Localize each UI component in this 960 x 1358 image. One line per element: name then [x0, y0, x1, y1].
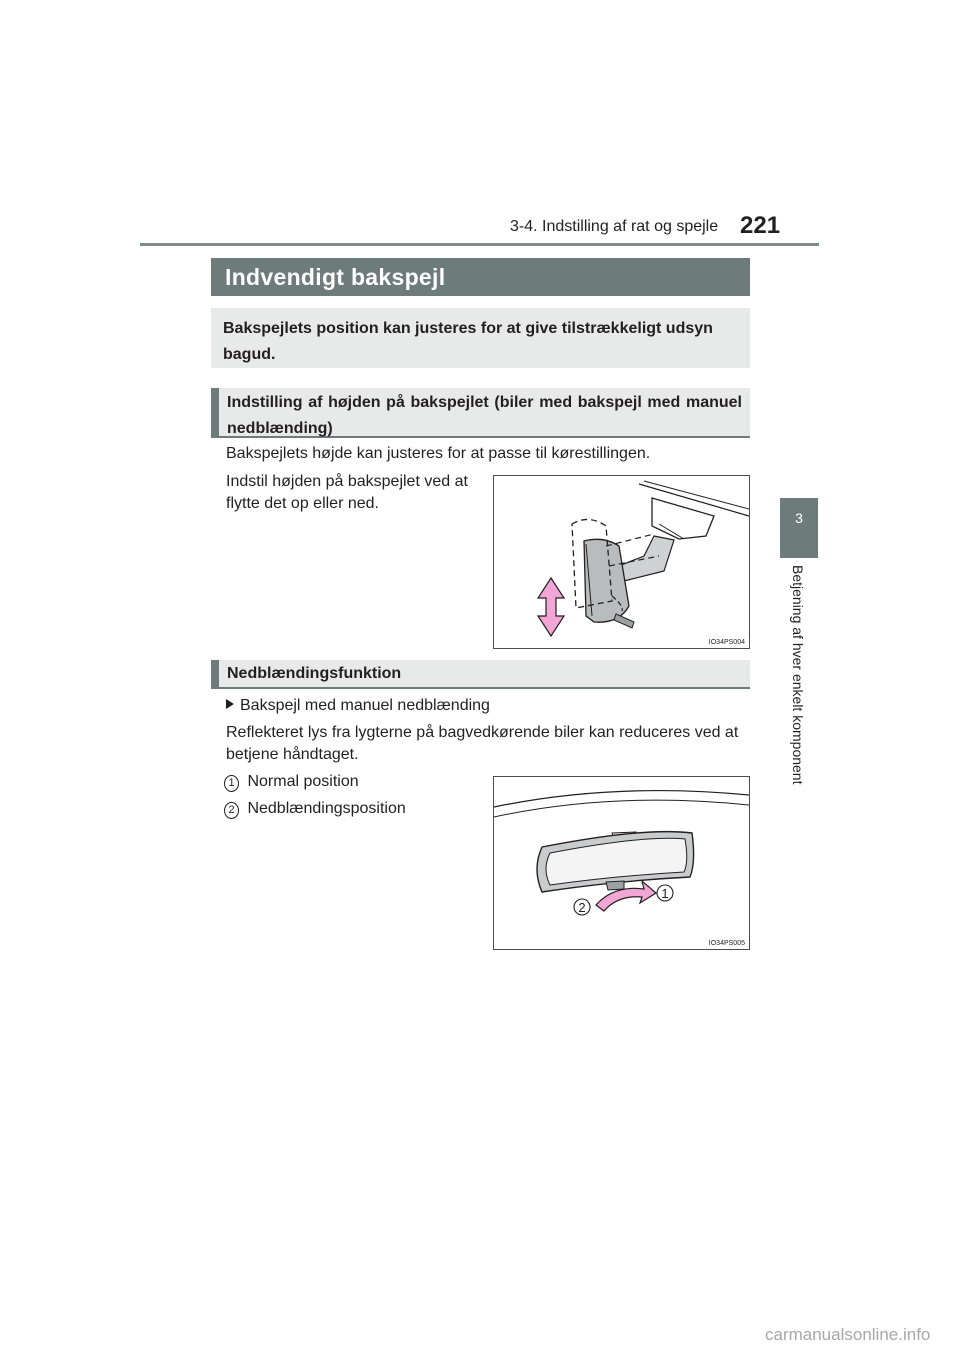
header-divider	[140, 243, 819, 246]
chapter-tab: 3	[780, 498, 818, 558]
mirror-height-illustration	[494, 476, 749, 648]
running-header: 3-4. Indstilling af rat og spejle	[510, 218, 719, 235]
list-item-2	[224, 798, 406, 820]
antiglare-figure	[493, 776, 750, 950]
page-number: 221	[740, 212, 781, 239]
antiglare-heading: Nedblændingsfunktion	[211, 660, 750, 689]
antiglare-illustration	[494, 777, 749, 949]
antiglare-bullet	[226, 695, 756, 717]
callout-2: 2	[578, 900, 586, 915]
watermark: carmanualsonline.info	[765, 1325, 931, 1344]
intro-box: Bakspejlets position kan justeres for at give tilstrækkeligt udsyn bagud.	[211, 308, 750, 368]
page-title: Indvendigt bakspejl	[211, 258, 750, 296]
bullet-arrow-icon	[226, 699, 234, 709]
chapter-side-label	[789, 565, 809, 795]
height-paragraph-1: Bakspejlets højde kan justeres for at passe til kørestillingen.	[226, 445, 651, 462]
list-item-1	[224, 771, 359, 793]
figure-code-2: IO34PS005	[708, 940, 745, 947]
height-paragraph-2: Indstil højden på bakspejlet ved at flytte det op eller ned.	[226, 473, 468, 512]
antiglare-bullet-text: Bakspejl med manuel nedblænding	[240, 697, 490, 714]
list-item-2-label: Nedblændingsposition	[247, 800, 406, 817]
number-badge-1: 1	[224, 775, 239, 792]
chapter-side-label-text: Betjening af hver enkelt komponent	[790, 565, 806, 785]
list-item-1-label: Normal position	[247, 773, 359, 790]
height-adjust-heading: Indstilling af højden på bakspejlet (biler med bakspejl med manuel nedblænding)	[211, 388, 750, 438]
number-badge-2: 2	[224, 802, 239, 819]
mirror-height-figure	[493, 475, 750, 649]
callout-1: 1	[661, 886, 669, 901]
antiglare-paragraph: Reflekteret lys fra lygterne på bagvedkørende biler kan reduceres ved at betjene håndtaget.	[226, 724, 739, 763]
figure-code-1: IO34PS004	[708, 639, 745, 646]
